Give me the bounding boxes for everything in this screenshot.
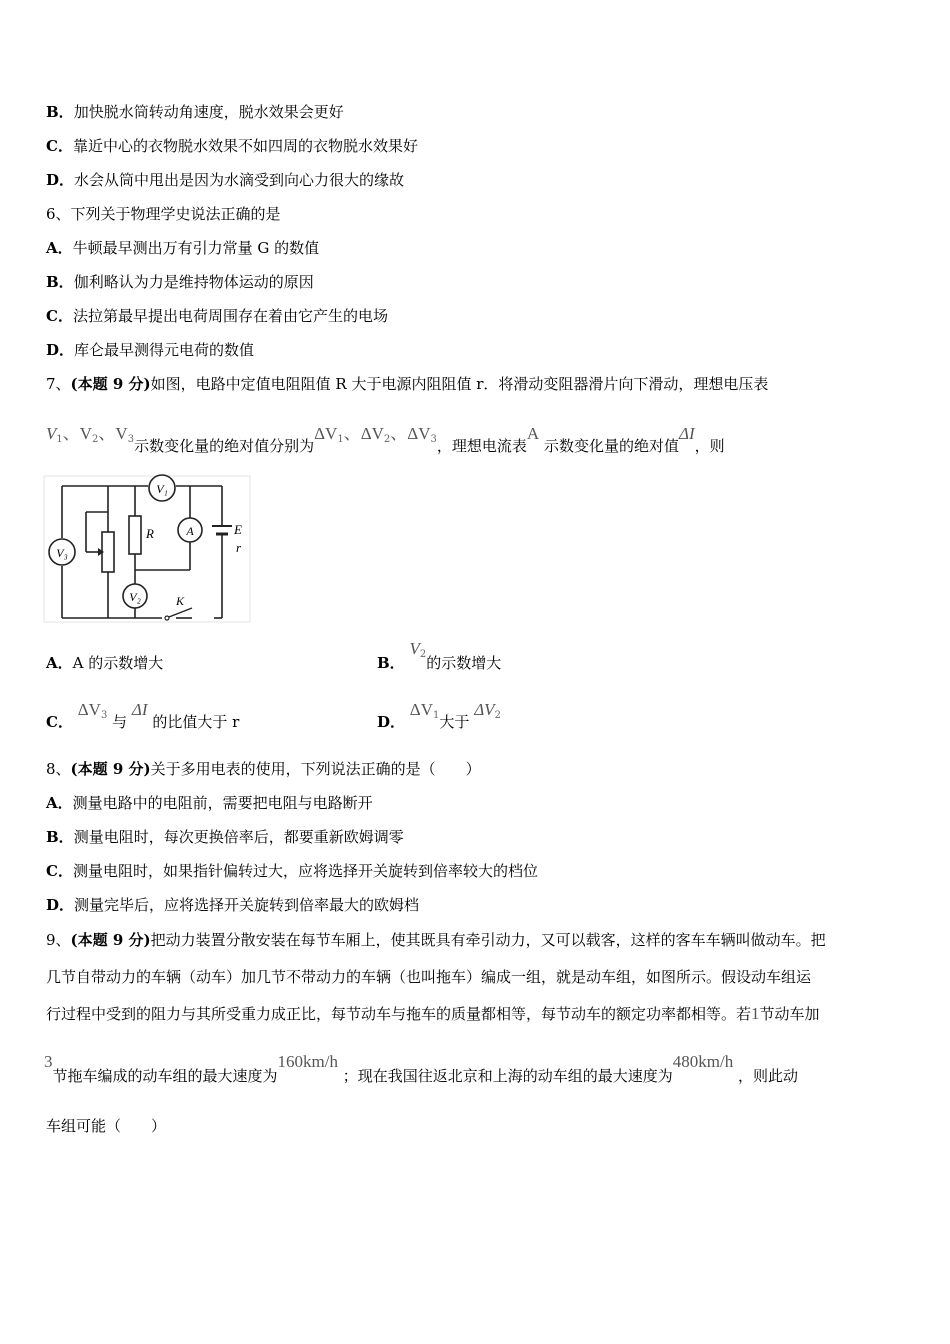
q5-option-c xyxy=(46,136,418,156)
option-label: D． xyxy=(46,341,75,359)
q6-stem: 6、下列关于物理学史说法正确的是 xyxy=(46,205,281,223)
q9-stem-line3 xyxy=(46,1004,820,1024)
subscript: 1 xyxy=(56,434,63,445)
circuit-diagram xyxy=(42,474,252,624)
option-label: C． xyxy=(46,713,73,731)
question-stem: 关于多用电表的使用，下列说法正确的是（ ） xyxy=(150,760,481,778)
separator: 、 xyxy=(62,424,80,443)
q6-option-c xyxy=(46,306,388,326)
separator: 、 xyxy=(343,424,361,443)
switch-icon xyxy=(165,594,192,620)
q6-option-b xyxy=(46,272,314,292)
option-text: 大于 xyxy=(439,713,470,731)
option-label: A． xyxy=(46,794,73,812)
option-label: D． xyxy=(46,171,75,189)
delta-i-symbol: ΔI xyxy=(131,700,148,719)
voltmeter-v3-icon xyxy=(49,539,75,565)
ammeter-label: A xyxy=(186,524,194,538)
option-label: B． xyxy=(377,654,405,672)
delta-v-symbol: ΔV xyxy=(409,700,434,719)
option-text: 测量电阻时，每次更换倍率后，都要重新欧姆调零 xyxy=(73,828,404,846)
question-number: 9、 xyxy=(46,931,71,949)
q5-option-d xyxy=(46,170,404,190)
option-label: C． xyxy=(46,137,73,155)
speed-value: 480km/h xyxy=(672,1052,734,1071)
subscript: 2 xyxy=(92,434,99,445)
question-stem: ，则此动 xyxy=(738,1067,799,1085)
option-text: 靠近中心的衣物脱水效果不如四周的衣物脱水效果好 xyxy=(72,137,418,155)
subscript: 1 xyxy=(337,434,344,445)
option-label: A． xyxy=(46,239,73,257)
ammeter-symbol: A xyxy=(526,424,540,443)
question-stem: 节动车加 xyxy=(759,1005,820,1023)
q7-option-a xyxy=(46,653,163,673)
switch-label: K xyxy=(176,594,185,608)
subscript: 2 xyxy=(383,434,391,445)
delta-v-symbol: ΔV xyxy=(407,424,431,443)
speed-value: 160km/h xyxy=(277,1052,338,1071)
voltmeter-v1-icon xyxy=(149,475,175,501)
option-label: D． xyxy=(377,713,406,731)
q8-option-c xyxy=(46,861,538,881)
stem-text: ，理想电流表 xyxy=(436,437,527,455)
q8-stem xyxy=(46,759,481,779)
option-text: 测量完毕后，应将选择开关旋转到倍率最大的欧姆档 xyxy=(74,896,420,914)
subscript: 3 xyxy=(430,434,437,445)
rheostat-icon xyxy=(98,532,114,572)
voltmeter-symbol: V xyxy=(46,424,57,443)
option-text: 加快脱水筒转动角速度，脱水效果会更好 xyxy=(73,103,344,121)
stem-text: ，则 xyxy=(694,437,725,455)
question-score: (本题 9 分) xyxy=(70,760,151,778)
question-stem: 如图，电路中定值电阻阻值 R 大于电源内阻阻值 r．将滑动变阻器滑片向下滑动，理想电压表 xyxy=(150,375,769,393)
question-stem: 把动力装置分散安装在每节车厢上，使其既具有牵引动力，又可以载客，这样的客车车辆叫做动车。把 xyxy=(150,931,826,949)
ammeter-icon xyxy=(178,518,202,542)
option-label: D． xyxy=(46,896,75,914)
subscript: 3 xyxy=(100,710,108,721)
option-label: B． xyxy=(46,828,74,846)
q5-option-b xyxy=(46,102,344,122)
option-text: 法拉第最早提出电荷周围存在着由它产生的电场 xyxy=(72,307,388,325)
voltmeter-symbol: V xyxy=(409,639,420,658)
delta-v-symbol: ΔV xyxy=(474,700,495,719)
q9-stem-line5: 车组可能（ ） xyxy=(46,1117,167,1135)
option-label: B． xyxy=(46,273,74,291)
option-text: 的比值大于 r xyxy=(152,713,240,731)
option-text: 测量电阻时，如果指针偏转过大，应将选择开关旋转到倍率较大的档位 xyxy=(72,862,538,880)
option-label: A． xyxy=(46,654,73,672)
voltmeter-symbol: V xyxy=(79,424,93,443)
delta-v-symbol: ΔV xyxy=(77,700,101,719)
question-score: (本题 9 分) xyxy=(70,931,151,949)
v1-label: V₁ xyxy=(156,482,168,496)
question-number: 7、 xyxy=(46,375,71,393)
option-text: A 的示数增大 xyxy=(72,654,164,672)
option-text: 库仑最早测得元电荷的数值 xyxy=(74,341,255,359)
q6-option-d xyxy=(46,340,254,360)
option-text: 水会从筒中甩出是因为水滴受到向心力很大的缘故 xyxy=(74,171,405,189)
subscript: 2 xyxy=(494,710,501,721)
emf-label: E xyxy=(234,522,242,537)
q9-stem-line2: 几节自带动力的车辆（动车）加几节不带动力的车辆（也叫拖车）编成一组，就是动车组，如图所示。假设动车组运 xyxy=(46,968,812,986)
option-text: 的示数增大 xyxy=(426,654,502,672)
question-stem: 节拖车编成的动车组的最大速度为 xyxy=(52,1067,278,1085)
subscript: 3 xyxy=(127,434,135,445)
q8-option-b xyxy=(46,827,404,847)
question-number: 8、 xyxy=(46,760,71,778)
v3-label: V₃ xyxy=(56,546,68,560)
option-text: 伽利略认为力是维持物体运动的原因 xyxy=(73,273,314,291)
question-stem: ；现在我国往返北京和上海的动车组的最大速度为 xyxy=(342,1067,673,1085)
connector-text: 与 xyxy=(112,713,128,731)
v2-label: V₂ xyxy=(129,590,141,604)
subscript: 2 xyxy=(419,649,427,660)
q7-option-b xyxy=(377,639,502,679)
option-label: C． xyxy=(46,862,73,880)
q6-option-a xyxy=(46,238,319,258)
q7-stem-line1 xyxy=(46,374,768,394)
math-number: 3 xyxy=(44,1052,53,1071)
resistor-label: R xyxy=(146,526,154,541)
q8-option-d xyxy=(46,895,419,915)
question-score: (本题 9 分) xyxy=(70,375,151,393)
q9-stem-line4 xyxy=(44,1052,799,1086)
internal-resistance-label: r xyxy=(236,540,242,555)
q8-option-a xyxy=(46,793,373,813)
voltmeter-symbol: V xyxy=(115,424,128,443)
question-stem: 行过程中受到的阻力与其所受重力成正比，每节动车与拖车的质量都相等，每节动车的额定功率都相等。若 xyxy=(46,1005,752,1023)
math-number: 1 xyxy=(751,1004,760,1023)
voltmeter-v2-icon xyxy=(123,584,147,608)
stem-text: 示数变化量的绝对值分别为 xyxy=(134,437,315,455)
separator: 、 xyxy=(98,424,116,443)
option-text: 测量电路中的电阻前，需要把电阻与电路断开 xyxy=(72,794,373,812)
option-label: C． xyxy=(46,307,73,325)
q9-stem-line1 xyxy=(46,930,826,950)
separator: 、 xyxy=(390,424,408,443)
resistor-icon xyxy=(129,516,154,554)
subscript: 1 xyxy=(433,710,440,721)
stem-text: 示数变化量的绝对值 xyxy=(543,437,679,455)
option-label: B． xyxy=(46,103,74,121)
delta-v-symbol: ΔV xyxy=(360,424,384,443)
delta-v-symbol: ΔV xyxy=(314,424,338,443)
option-text: 牛顿最早测出万有引力常量 G 的数值 xyxy=(72,239,320,257)
delta-i-symbol: ΔI xyxy=(678,424,695,443)
